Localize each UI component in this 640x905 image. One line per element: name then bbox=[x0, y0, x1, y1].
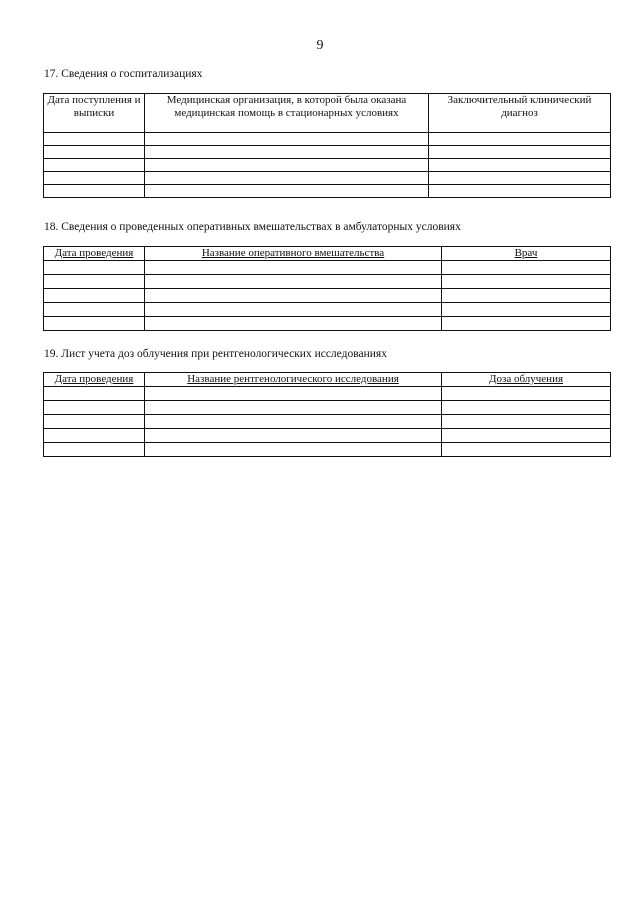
table-cell[interactable] bbox=[145, 387, 442, 401]
section-18-title: 18. Сведения о проведенных оперативных вмешательствах в амбулаторных условиях bbox=[44, 221, 461, 233]
table-row bbox=[44, 261, 611, 275]
table-cell[interactable] bbox=[429, 159, 611, 172]
table-cell[interactable] bbox=[44, 443, 145, 457]
table-cell[interactable] bbox=[145, 185, 429, 198]
table-row bbox=[44, 146, 611, 159]
table-cell[interactable] bbox=[145, 275, 442, 289]
table-row bbox=[44, 133, 611, 146]
table-cell[interactable] bbox=[44, 185, 145, 198]
table-row bbox=[44, 172, 611, 185]
table-cell[interactable] bbox=[44, 387, 145, 401]
table-cell[interactable] bbox=[145, 261, 442, 275]
table-cell[interactable] bbox=[44, 146, 145, 159]
table-cell[interactable] bbox=[145, 401, 442, 415]
table-cell[interactable] bbox=[442, 415, 611, 429]
table-cell[interactable] bbox=[145, 429, 442, 443]
table-cell[interactable] bbox=[44, 401, 145, 415]
table-cell[interactable] bbox=[429, 146, 611, 159]
table-cell[interactable] bbox=[145, 133, 429, 146]
table-cell[interactable] bbox=[145, 303, 442, 317]
table-cell[interactable] bbox=[145, 317, 442, 331]
table-row bbox=[44, 429, 611, 443]
column-header-date: Дата проведения bbox=[44, 373, 145, 387]
table-cell[interactable] bbox=[44, 303, 145, 317]
table-cell[interactable] bbox=[442, 275, 611, 289]
table-row bbox=[44, 401, 611, 415]
outpatient-surgeries-table bbox=[43, 246, 611, 331]
table-row bbox=[44, 159, 611, 172]
table-cell[interactable] bbox=[429, 172, 611, 185]
column-header-surgery-name: Название оперативного вмешательства bbox=[145, 247, 442, 261]
table-row bbox=[44, 303, 611, 317]
table-cell[interactable] bbox=[145, 415, 442, 429]
table-cell[interactable] bbox=[145, 289, 442, 303]
column-header-medical-organization: Медицинская организация, в которой была оказана медицинская помощь в стационарных условиях bbox=[145, 94, 429, 133]
table-row bbox=[44, 275, 611, 289]
hospitalizations-table bbox=[43, 93, 611, 198]
table-cell[interactable] bbox=[442, 289, 611, 303]
table-cell[interactable] bbox=[442, 317, 611, 331]
table-row bbox=[44, 443, 611, 457]
table-cell[interactable] bbox=[442, 401, 611, 415]
table-cell[interactable] bbox=[44, 172, 145, 185]
table-cell[interactable] bbox=[44, 159, 145, 172]
table-header-row bbox=[44, 373, 611, 387]
table-row bbox=[44, 289, 611, 303]
table-cell[interactable] bbox=[44, 289, 145, 303]
table-row bbox=[44, 185, 611, 198]
column-header-doctor: Врач bbox=[442, 247, 611, 261]
table-cell[interactable] bbox=[44, 415, 145, 429]
column-header-radiation-dose: Доза облучения bbox=[442, 373, 611, 387]
column-header-xray-study-name: Название рентгенологического исследования bbox=[145, 373, 442, 387]
table-cell[interactable] bbox=[429, 185, 611, 198]
column-header-admission-discharge-date: Дата поступления и выписки bbox=[44, 94, 145, 133]
table-cell[interactable] bbox=[145, 443, 442, 457]
page-number: 9 bbox=[316, 38, 324, 53]
table-cell[interactable] bbox=[44, 275, 145, 289]
table-cell[interactable] bbox=[442, 303, 611, 317]
column-header-date: Дата проведения bbox=[44, 247, 145, 261]
table-cell[interactable] bbox=[44, 133, 145, 146]
column-header-final-diagnosis: Заключительный клинический диагноз bbox=[429, 94, 611, 133]
table-cell[interactable] bbox=[44, 261, 145, 275]
table-cell[interactable] bbox=[442, 387, 611, 401]
table-cell[interactable] bbox=[44, 429, 145, 443]
table-cell[interactable] bbox=[429, 133, 611, 146]
table-cell[interactable] bbox=[442, 429, 611, 443]
table-row bbox=[44, 317, 611, 331]
section-17-title: 17. Сведения о госпитализациях bbox=[44, 68, 203, 80]
table-row bbox=[44, 387, 611, 401]
table-cell[interactable] bbox=[442, 443, 611, 457]
radiation-dose-table bbox=[43, 372, 611, 457]
table-cell[interactable] bbox=[145, 159, 429, 172]
table-header-row bbox=[44, 247, 611, 261]
table-header-row bbox=[44, 94, 611, 133]
table-cell[interactable] bbox=[145, 146, 429, 159]
table-cell[interactable] bbox=[44, 317, 145, 331]
table-cell[interactable] bbox=[145, 172, 429, 185]
section-19-title: 19. Лист учета доз облучения при рентгенологических исследованиях bbox=[44, 348, 387, 360]
table-cell[interactable] bbox=[442, 261, 611, 275]
table-row bbox=[44, 415, 611, 429]
